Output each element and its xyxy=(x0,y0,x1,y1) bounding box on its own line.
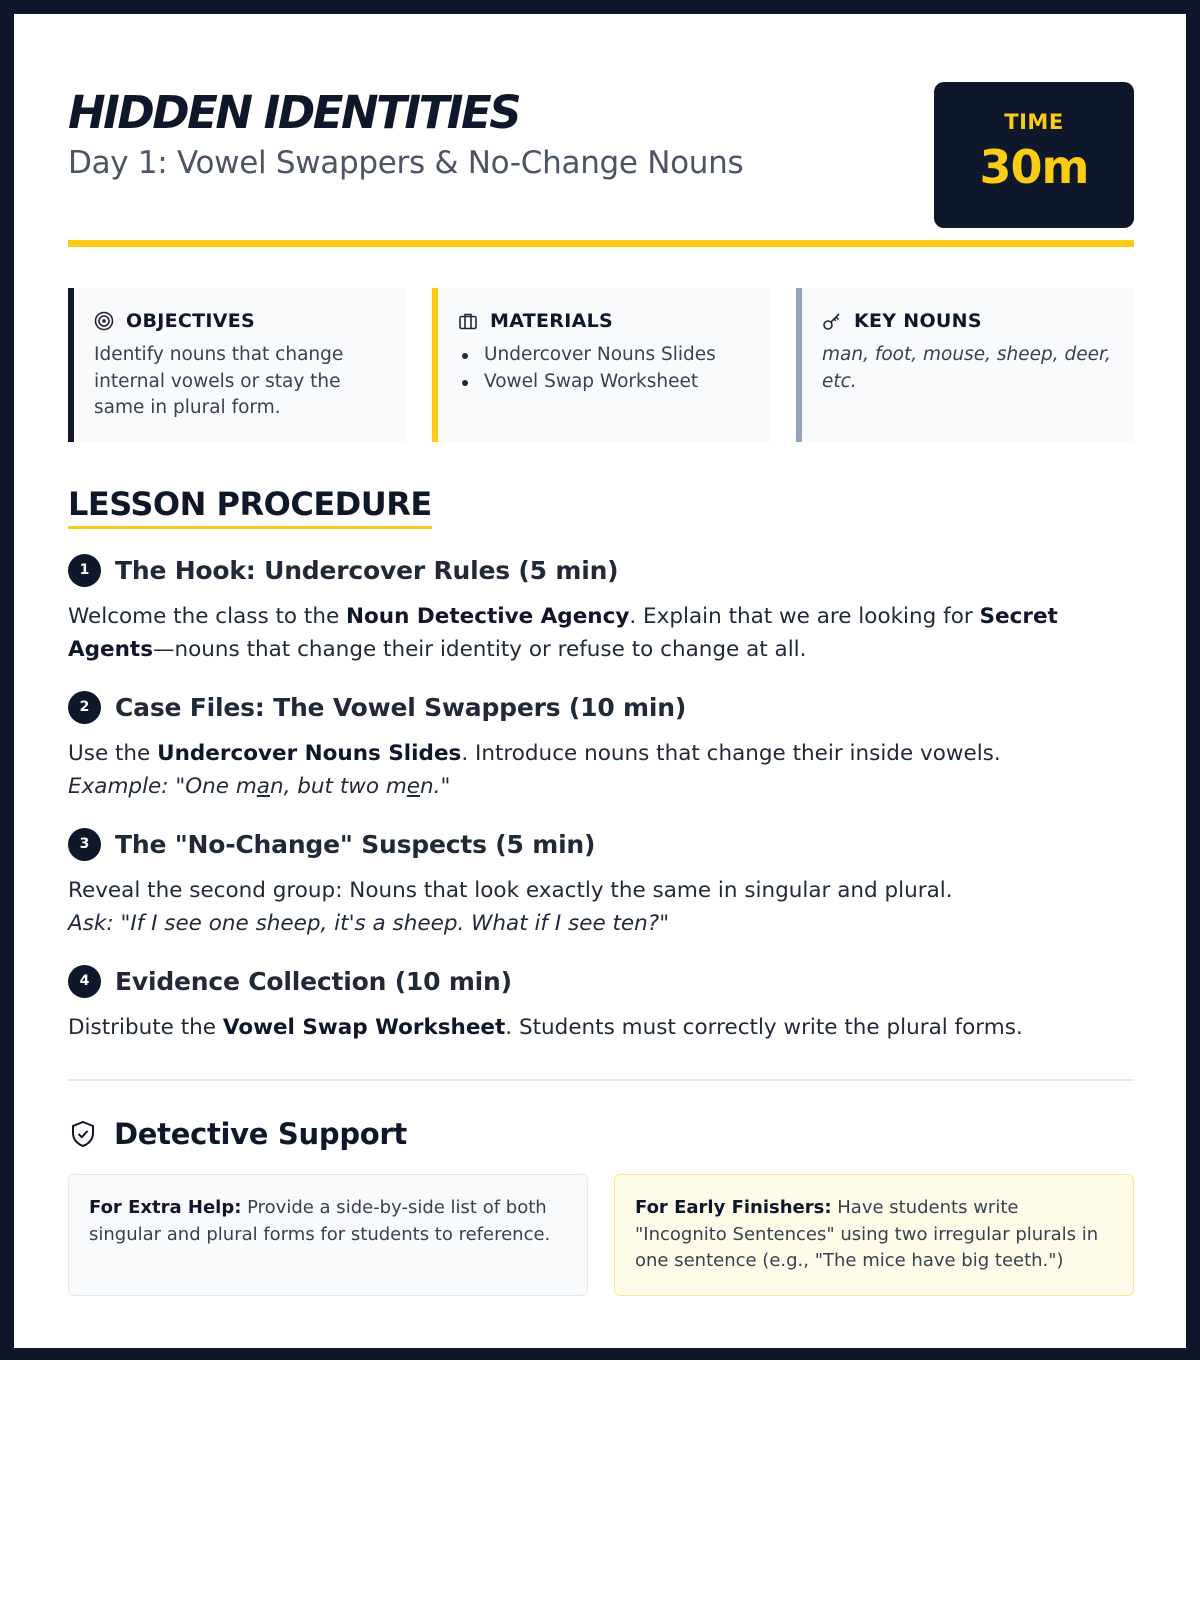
info-row xyxy=(68,288,1134,442)
lesson-title: HIDDEN IDENTITIES xyxy=(68,86,520,139)
step-bold-text: Noun Detective Agency xyxy=(346,604,630,629)
early-finishers-text: Have students write "Incognito Sentences" using two irregular plurals in one sentence (e.g., "The mice have big teeth.") xyxy=(635,1197,1099,1271)
step-text: . Introduce nouns that change their inside vowels. xyxy=(461,741,1001,766)
step-bold-text: Undercover Nouns Slides xyxy=(157,741,462,766)
step-title: Case Files: The Vowel Swappers (10 min) xyxy=(115,692,687,722)
vowel-highlight: a xyxy=(256,774,270,799)
step-text: Welcome the class to the xyxy=(68,604,347,629)
objectives-text: Identify nouns that change internal vowels or stay the same in plural form. xyxy=(94,344,344,418)
header-divider xyxy=(68,240,1134,247)
procedure-step-1 xyxy=(68,552,1134,666)
lesson-card xyxy=(14,14,1186,1348)
extra-help-label: For Extra Help: xyxy=(89,1197,242,1218)
extra-help-text: Provide a side-by-side list of both singular and plural forms for students to reference. xyxy=(89,1197,551,1245)
step-body xyxy=(68,1011,1134,1044)
key-icon xyxy=(822,311,842,331)
step-title: The "No-Change" Suspects (5 min) xyxy=(115,829,596,859)
step-body xyxy=(68,874,1134,940)
step-header xyxy=(68,689,1134,725)
key-nouns-box xyxy=(796,288,1134,442)
procedure-step-4 xyxy=(68,963,1134,1044)
step-number-badge: 2 xyxy=(68,691,101,724)
time-label: TIME xyxy=(1004,110,1064,134)
shield-check-icon xyxy=(68,1119,98,1149)
step-bold-text: Secret Agents xyxy=(68,604,1058,662)
step-number-badge: 4 xyxy=(68,965,101,998)
step-header xyxy=(68,826,1134,862)
key-nouns-header xyxy=(822,308,1116,334)
early-finishers-box xyxy=(614,1174,1134,1296)
step-example: Example: "One man, but two men." xyxy=(68,774,451,799)
early-finishers-label: For Early Finishers: xyxy=(635,1197,832,1218)
step-title: Evidence Collection (10 min) xyxy=(115,966,512,996)
step-bold-text: Vowel Swap Worksheet xyxy=(222,1015,506,1040)
key-nouns-title: KEY NOUNS xyxy=(854,310,982,332)
step-header xyxy=(68,963,1134,999)
step-text: Reveal the second group: Nouns that look exactly the same in singular and plural. xyxy=(68,878,953,903)
step-ask: Ask: "If I see one sheep, it's a sheep. What if I see ten?" xyxy=(68,911,670,936)
step-body xyxy=(68,600,1134,666)
procedure-step-3 xyxy=(68,826,1134,940)
vowel-highlight: e xyxy=(406,774,420,799)
objectives-box xyxy=(68,288,406,442)
lesson-subtitle: Day 1: Vowel Swappers & No-Change Nouns xyxy=(68,145,744,181)
step-text: . Students must correctly write the plural forms. xyxy=(505,1015,1023,1040)
step-text: . Explain that we are looking for xyxy=(629,604,980,629)
step-body xyxy=(68,737,1134,803)
time-value: 30m xyxy=(979,140,1089,194)
support-header xyxy=(68,1114,407,1154)
objectives-title: OBJECTIVES xyxy=(126,310,256,332)
target-icon xyxy=(94,311,114,331)
procedure-title: LESSON PROCEDURE xyxy=(68,484,432,529)
time-badge xyxy=(934,82,1134,228)
key-nouns-text: man, foot, mouse, sheep, deer, etc. xyxy=(822,344,1111,392)
materials-list xyxy=(458,342,752,395)
materials-box xyxy=(432,288,770,442)
step-header xyxy=(68,552,1134,588)
materials-title: MATERIALS xyxy=(490,310,613,332)
step-title: The Hook: Undercover Rules (5 min) xyxy=(115,555,619,585)
section-divider xyxy=(68,1079,1134,1081)
step-number-badge: 1 xyxy=(68,554,101,587)
step-text: Use the xyxy=(68,741,158,766)
step-number-badge: 3 xyxy=(68,828,101,861)
materials-item: Undercover Nouns Slides xyxy=(458,342,752,369)
materials-item: Vowel Swap Worksheet xyxy=(458,369,752,396)
procedure-step-2 xyxy=(68,689,1134,803)
step-text: Distribute the xyxy=(68,1015,223,1040)
step-text: —nouns that change their identity or refuse to change at all. xyxy=(153,637,807,662)
briefcase-icon xyxy=(458,311,478,331)
extra-help-box xyxy=(68,1174,588,1296)
objectives-header xyxy=(94,308,388,334)
materials-header xyxy=(458,308,752,334)
lesson-header xyxy=(68,68,1134,228)
support-title: Detective Support xyxy=(114,1117,407,1151)
